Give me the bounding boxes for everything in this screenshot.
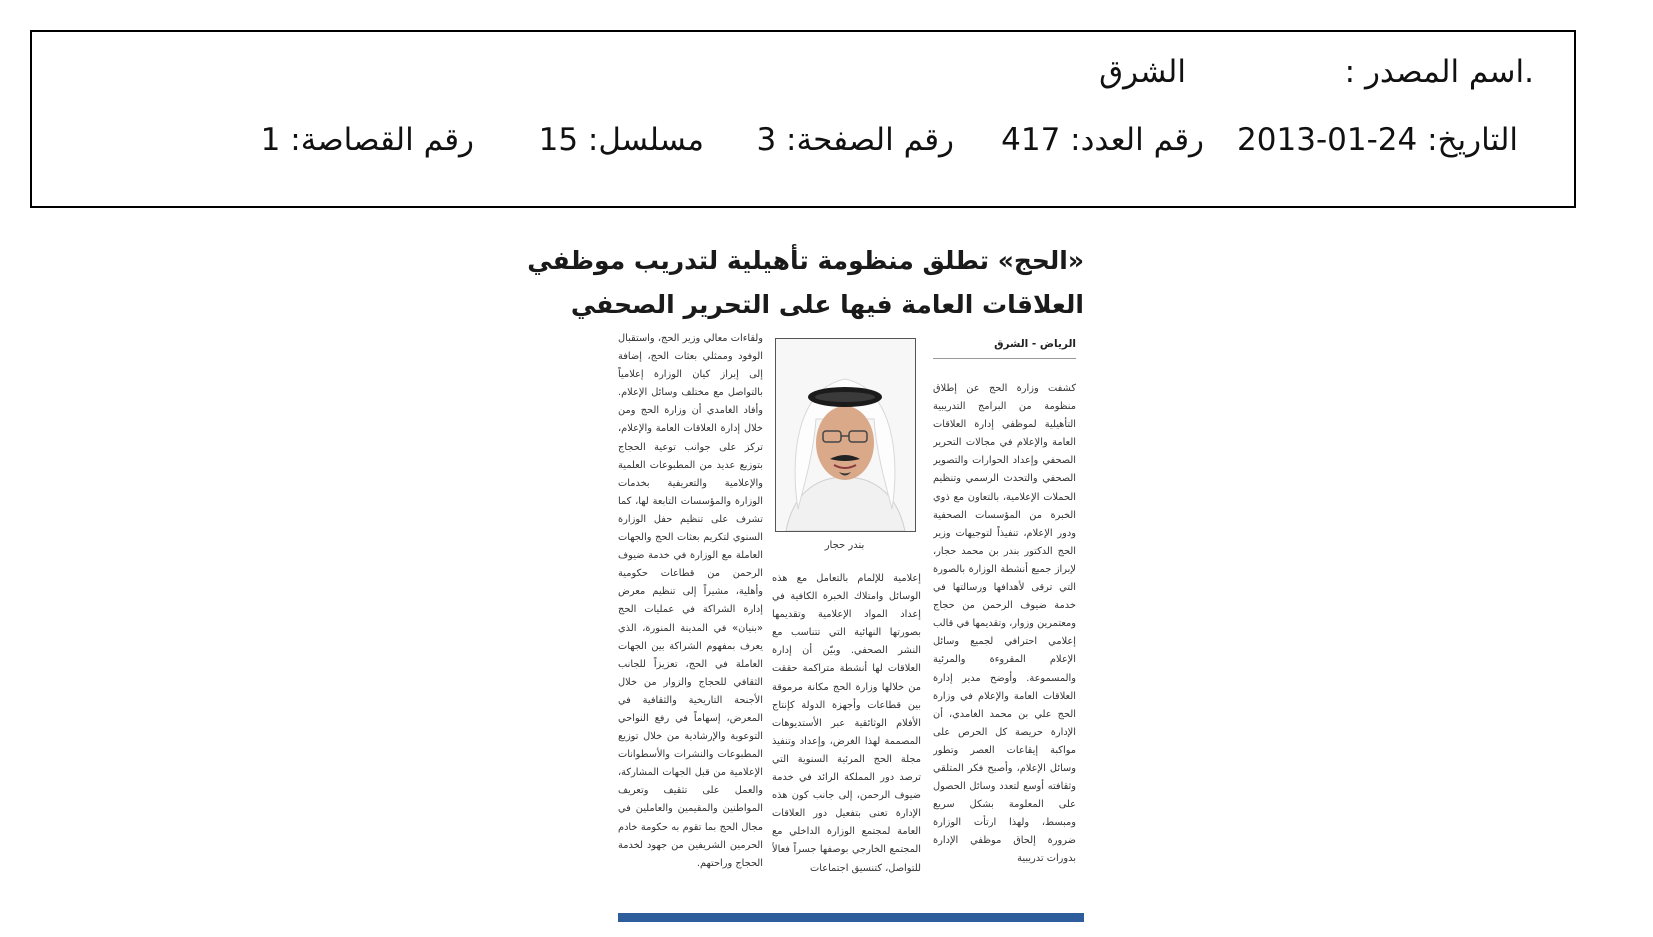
source-value: الشرق bbox=[1099, 54, 1186, 90]
date-field: التاريخ: 24-01-2013 bbox=[1237, 122, 1518, 158]
photo-caption: بندر حجار bbox=[824, 540, 865, 551]
article-column-middle: إعلامية للإلمام بالتعامل مع هذه الوسائل وامتلاك الخبرة الكافية في إعداد المواد الإعلامية وتقديمها بصورتها النهائية التي تتناسب مع النشر الصحفي. وبيّن أن إدارة العلاقات لها أنشطة متراكمة حققت من خلالها وزارة الحج مكانة مرموقة بين قطاعات وأجهزة الدولة كإنتاج الأفلام الوثائقية عبر الأستديوهات المصممة لهذا الغرض، وإعداد وتنفيذ مجلة الحج المرئية السنوية التي ترصد دور المملكة الرائد في خدمة ضيوف الرحمن، إلى جانب كون هذه الإدارة تعنى بتفعيل دور العلاقات العامة لمجتمع الوزارة الداخلي مع المجتمع الخارجي بوصفها جسراً فعالاً للتواصل، كتنسيق اجتماعات bbox=[772, 573, 921, 874]
article-column-right: كشفت وزارة الحج عن إطلاق منظومة من البرامج التدريبية التأهيلية لموظفي إدارة العلاقات العامة والإعلام في مجالات التحرير الصحفي وإعداد الحوارات والتصوير الصحفي والتحدث الرسمي وتنظيم الحملات الإعلامية، بالتعاون مع ذوي الخبرة من المؤسسات الصحفية ودور الإعلام، تنفيذاً لتوجيهات وزير الحج الدكتور بندر بن محمد حجار، لإبراز جميع أنشطة الوزارة بالصورة التي ترقى لأهدافها ورسالتها في خدمة ضيوف الرحمن من حجاج ومعتمرين وزوار، وتقديمها في قالب إعلامي احترافي لجميع وسائل الإعلام المقروءة والمرئية والمسموعة. وأوضح مدير إدارة العلاقات العامة والإعلام في وزارة الحج علي بن محمد الغامدي، أن الإدارة حريصة كل الحرص على مواكبة إيقاعات العصر وتطور وسائل الإعلام، وأصبح فكر المتلقي وثقافته أوسع لتعدد وسائل الحصول على المعلومة بشكل سريع ومبسط، ولهذا ارتأت الوزارة ضرورة إلحاق موظفي الإدارة بدورات تدريبية bbox=[933, 383, 1076, 865]
dateline: الرياض - الشرق bbox=[994, 338, 1076, 350]
serial-field: مسلسل: 15 bbox=[538, 122, 704, 158]
headline-line-1: «الحج» تطلق منظومة تأهيلية لتدريب موظفي bbox=[527, 246, 1084, 275]
dateline-divider bbox=[933, 358, 1076, 359]
newspaper-clipping bbox=[527, 240, 1084, 925]
portrait-photo bbox=[775, 338, 916, 532]
headline-line-2: العلاقات العامة فيها على التحرير الصحفي bbox=[570, 290, 1084, 319]
article-column-left: ولقاءات معالي وزير الحج، واستقبال الوفود وممثلي بعثات الحج، إضافة إلى إبراز كيان الوزارة إعلامياً بالتواصل مع مختلف وسائل الإعلام. وأفاد الغامدي أن وزارة الحج ومن خلال إدارة العلاقات العامة والإعلام، تركز على جوانب توعية الحجاج بتوزيع عديد من المطبوعات العلمية والإعلامية والتعريفية بخدمات الوزارة والمؤسسات التابعة لها، كما تشرف على تنظيم حفل الوزارة السنوي لتكريم بعثات الحج والجهات العاملة مع الوزارة في خدمة ضيوف الرحمن من قطاعات حكومية وأهلية، مشيراً إلى تنظيم معرض إدارة الشراكة في عمليات الحج «بنيان» في المدينة المنورة، الذي يعرف بمفهوم الشراكة بين الجهات العاملة في الحج، تعزيزاً للجانب الثقافي للحجاج والزوار من خلال الأجنحة التاريخية والثقافية في المعرض، إسهاماً في رفع النواحي التوعوية والإرشادية من خلال توزيع المطبوعات والنشرات والأسطوانات الإعلامية من قبل الجهات المشاركة، والعمل على تثقيف وتعريف المواطنين والمقيمين والعاملين في مجال الحج بما تقوم به حكومة خادم الحرمين الشريفين من جهود لخدمة الحجاج وراحتهم. bbox=[618, 333, 763, 869]
clipping-bottom-bar bbox=[618, 913, 1084, 922]
metadata-header-box bbox=[30, 30, 1576, 208]
portrait-image bbox=[776, 339, 915, 531]
source-label: .اسم المصدر : bbox=[1344, 54, 1534, 90]
page-number-field: رقم الصفحة: 3 bbox=[756, 122, 954, 158]
clip-number-field: رقم القصاصة: 1 bbox=[260, 122, 474, 158]
issue-number-field: رقم العدد: 417 bbox=[1001, 122, 1204, 158]
